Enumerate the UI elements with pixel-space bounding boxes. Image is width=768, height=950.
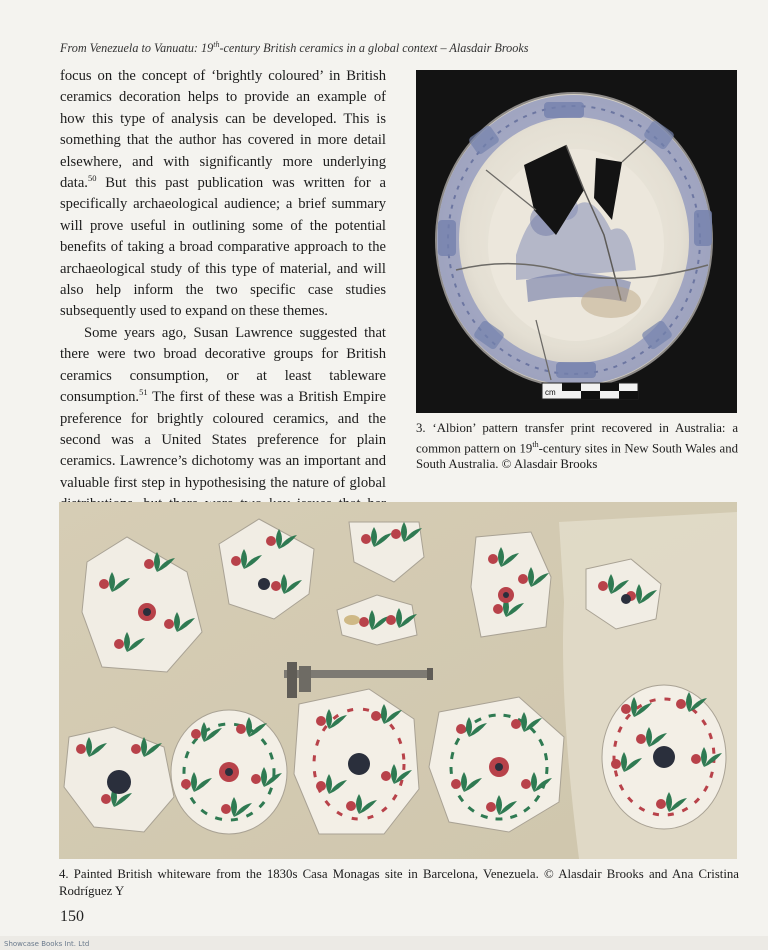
figure-3-caption: 3. ‘Albion’ pattern transfer print recovered in Australia: a common pattern on 19th-century sites in New South Wales and South Australia. © Alasdair Brooks (416, 421, 738, 472)
watermark: Showcase Books Int. Ltd (4, 940, 90, 948)
page-number: 150 (60, 908, 84, 925)
paragraph-2: Some years ago, Susan Lawrence suggested that there were two broad decorative groups for British ceramics consumption, or at least tableware consumption.$^{51}$ The first of these was a British Empire preference for brightly coloured ceramics, and the second was a United States preference for plain ceramics. Lawrence’s dichotomy was an important and valuable first step in hypothesising the nature of global (60, 324, 386, 491)
running-head-text-end: -century British ceramics in a global context – Alasdair Brooks (219, 41, 529, 56)
paragraph-1: focus on the concept of ‘brightly coloured’ in British ceramics decoration helps to provide an example of how this type of analysis can be developed. This is something that the author has covered in more detail elsewhere, and with significantly more underlying data.$^{50}$ But this past publication was written for a specifically archaeological audience; a brief summary will prove useful in outlining some of the potential benefits of taking a broad comparative approach to the archaeological study of this type of material, and will also help inform the two specific case studies subsequently used to expand on these themes. (60, 68, 386, 320)
figure-4-caption: 4. Painted British whiteware from the 1830s Casa Monagas site in Barcelona, Venezuela. © Alasdair Brooks and Ana Cristina Rodríguez Y (59, 867, 739, 898)
body-text (60, 66, 386, 537)
running-head (60, 40, 740, 56)
scale-bar-label: cm (545, 388, 556, 397)
figure-4-photo (59, 502, 737, 859)
painted-whiteware-illustration (59, 502, 737, 859)
footnote-ref-51[interactable]: 51 (139, 387, 148, 398)
scale-bar (542, 383, 638, 399)
running-head-text: From Venezuela to Vanuatu: 19 (60, 41, 214, 56)
footnote-ref-50[interactable]: 50 (87, 173, 97, 184)
running-head-sup: th (213, 40, 220, 49)
figure-3-photo (416, 70, 737, 413)
bottom-strip (0, 936, 768, 950)
albion-plate-illustration (416, 70, 737, 413)
